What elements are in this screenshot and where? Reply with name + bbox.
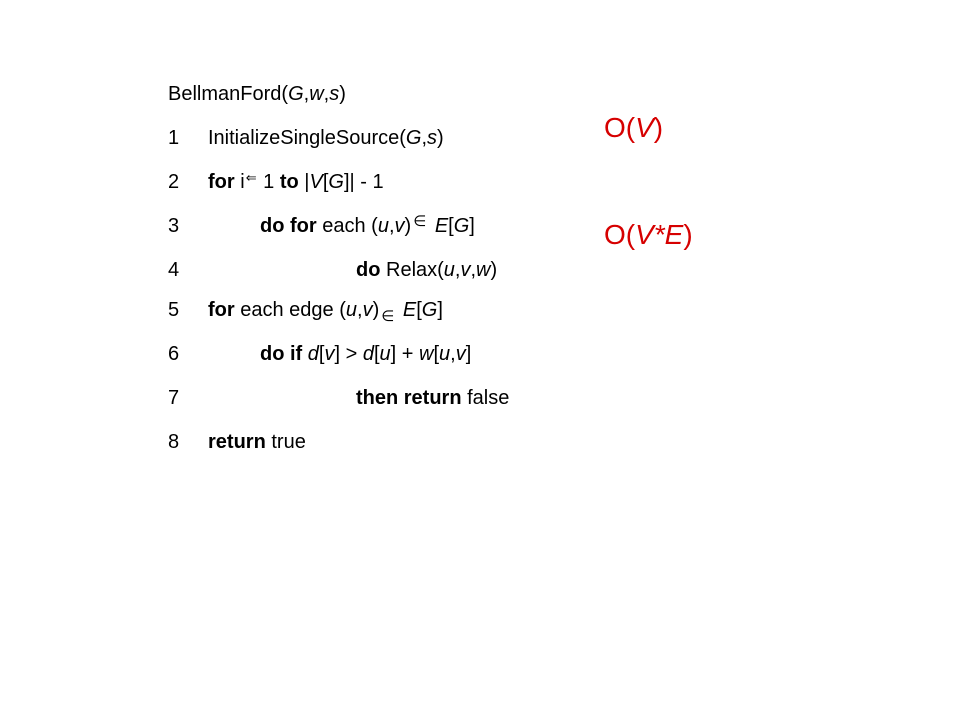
line-code — [260, 340, 471, 368]
loop-start: 1 — [263, 171, 275, 193]
keyword-for: for — [208, 171, 235, 193]
keyword-do-for: do for — [260, 215, 317, 237]
keyword-return: return — [208, 431, 266, 453]
loop-variable: i — [240, 171, 245, 193]
keyword-do: do — [356, 259, 381, 281]
line-number: 8 — [168, 431, 180, 453]
algorithm-name: BellmanFord — [168, 83, 282, 105]
algorithm-params: G,w,s — [288, 83, 340, 105]
relax-call: Relax(u,v,w) — [386, 259, 498, 281]
keyword-then-return: then return — [356, 387, 462, 409]
edge-set: E[G] — [434, 215, 475, 237]
algorithm-signature: BellmanFord(G,w,s) — [168, 83, 346, 105]
line-code — [208, 168, 384, 196]
line-code — [208, 296, 443, 324]
each-text: each — [322, 215, 366, 237]
line-code — [260, 212, 475, 240]
line-number: 2 — [168, 171, 180, 193]
each-edge-text: each edge — [240, 299, 334, 321]
return-value: false — [467, 387, 510, 409]
line-number: 5 — [168, 299, 180, 321]
line-number: 7 — [168, 387, 180, 409]
element-of-icon: ∈ — [381, 308, 395, 325]
init-complexity-label: O(V) — [604, 112, 664, 143]
line-number: 4 — [168, 259, 180, 281]
loop-end: |V[G]| - 1 — [304, 171, 384, 193]
keyword-do-if: do if — [260, 343, 303, 365]
line-code — [356, 384, 509, 412]
keyword-for: for — [208, 299, 235, 321]
line-number: 6 — [168, 343, 180, 365]
return-value: true — [271, 431, 306, 453]
line-code — [356, 256, 497, 284]
edge-pair: (u,v) — [339, 299, 380, 321]
function-args: G,s — [405, 127, 438, 149]
function-name: InitializeSingleSource — [208, 127, 400, 149]
keyword-to: to — [279, 171, 299, 193]
line-code — [208, 428, 306, 456]
assign-arrow-icon: ⇐ — [245, 170, 257, 185]
edge-pair: (u,v) — [371, 215, 412, 237]
edge-set: E[G] — [402, 299, 443, 321]
relax-condition: d[v] > d[u] + w[u,v] — [307, 343, 472, 365]
line-code: InitializeSingleSource(G,s) — [208, 127, 444, 149]
loop-complexity-label: O(V*E) — [604, 219, 693, 250]
element-of-icon: ∈ — [413, 213, 427, 230]
line-number: 3 — [168, 215, 180, 237]
line-number: 1 — [168, 127, 180, 149]
